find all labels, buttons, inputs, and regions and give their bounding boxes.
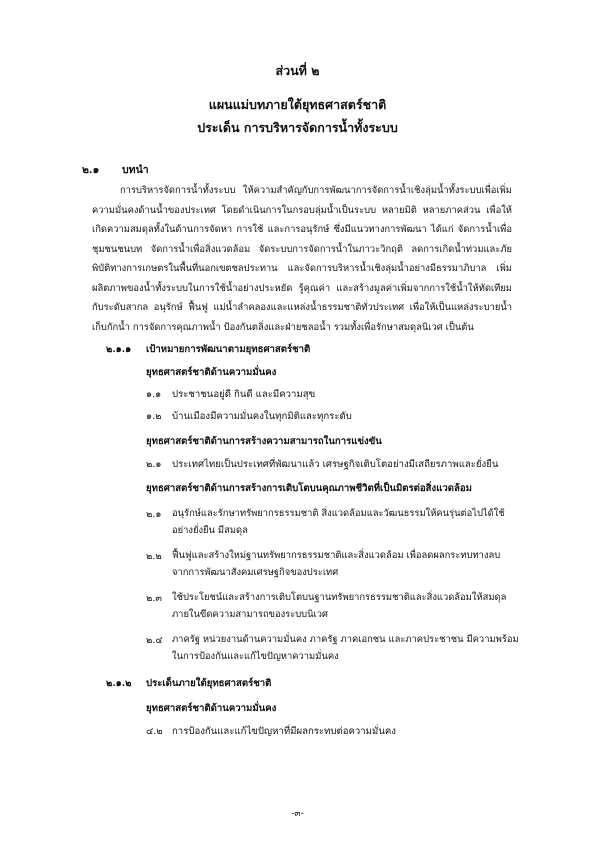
group-heading: ยุทธศาสตร์ชาติด้านความมั่นคง [146,367,277,378]
group-heading: ยุทธศาสตร์ชาติด้านการสร้างความสามารถในการแข่งขัน [146,436,382,447]
group-heading: ยุทธศาสตร์ชาติด้านการสร้างการเติบโตบนคุณภาพชีวิตที่เป็นมิตรต่อสิ่งแวดล้อม [146,483,472,494]
item-number: ๒.๓ [146,593,162,604]
item-text: อนุรักษ์และรักษาทรัพยากรธรรมชาติ สิ่งแวดล้อมและวัฒนธรรมให้คนรุ่นต่อไปได้ใช้ อย่างยั่งยืน มีสมดุล [172,508,505,536]
item-number: ๒.๑ [146,459,162,470]
item-text: ใช้ประโยชน์และสร้างการเติบโตบนฐานทรัพยากรธรรมชาติและสิ่งแวดล้อมให้สมดุล ภายในขีดความสามารถของระบบนิเวศ [172,592,507,620]
subsection-title: เป้าหมายการพัฒนาตามยุทธศาสตร์ชาติ [146,344,311,355]
item-number: ๑.๒ [146,411,162,422]
section-title: บทนำ [122,164,149,176]
subsection-title: ประเด็นภายใต้ยุทธศาสตร์ชาติ [146,678,272,689]
item-text: ประเทศไทยเป็นประเทศที่พัฒนาแล้ว เศรษฐกิจเติบโตอย่างมีเสถียรภาพและยั่งยืน [172,459,499,470]
item-number: ๒.๔ [146,635,163,646]
item-number: ๒.๒ [146,551,162,562]
item-text: บ้านเมืองมีความมั่นคงในทุกมิติและทุกระดับ [172,411,352,422]
part-title: ส่วนที่ ๒ [275,63,320,78]
item-text: ประชาชนอยู่ดี กินดี และมีความสุข [172,389,316,400]
plan-title: แผนแม่บทภายใต้ยุทธศาสตร์ชาติ [208,97,387,112]
subsection-number: ๒.๑.๑ [106,344,132,355]
item-number: ๒.๑ [146,509,162,520]
group-heading: ยุทธศาสตร์ชาติด้านความมั่นคง [146,703,277,714]
item-number: ๑.๑ [146,389,162,400]
item-text: ภาครัฐ หน่วยงานด้านความมั่นคง ภาครัฐ ภาคเอกชน และภาคประชาชน มีความพร้อม ในการป้องกันและแก้ไขปัญหาความมั่นคง [172,634,519,662]
item-number: ๔.๒ [146,726,163,737]
subsection-number: ๒.๑.๒ [106,678,132,689]
page-number: -๓- [291,809,304,819]
issue-title: ประเด็น การบริหารจัดการน้ำทั้งระบบ [197,120,398,135]
item-text: ฟื้นฟูและสร้างใหม่ฐานทรัพยากรธรรมชาติและสิ่งแวดล้อม เพื่อลดผลกระทบทางลบ จากการพัฒนาสังคมเศรษฐกิจของประเทศ [172,550,501,578]
section-number: ๒.๑ [82,164,100,176]
intro-paragraph: การบริหารจัดการน้ำทั้งระบบ ให้ความสำคัญกับการพัฒนาการจัดการน้ำเชิงลุ่มน้ำทั้งระบบเพื่อเพิ่มความมั่นคงด้านน้ำของประเทศ โดยดำเนินการในกรอบลุ่มน้ำเป็นระบบ หลายมิติ หลายภาคส่วน เพื่อให้เกิดความสมดุลทั้งในด้านการจัดหา การใช้ และการอนุรักษ์ ซึ่งมีแนวทางการพัฒนา ได้แก่ จัดการน้ำเพื่อชุมชนชนบท จัดการน้ำเพื่อสิ่งแวดล้อม จัดระบบการจัดการน้ำในภาวะวิกฤติ ลดการเกิดน้ำท่วมและภัยพิบัติทางการเกษตรในพื้นที่นอกเขตชลประทาน และจัดการบริหารน้ำเชิงลุ่มน้ำอย่างมีธรรมาภิบาล เพิ่มผลิตภาพของน้ำทั้งระบบในการใช้น้ำอย่างประหยัด รู้คุณค่า และสร้างมูลค่าเพิ่มจากการใช้น้ำให้ทัดเทียมกับระดับสากล อนุรักษ์ ฟื้นฟู แม่น้ำลำคลองและแหล่งน้ำธรรมชาติทั่วประเทศ เพื่อให้เป็นแหล่งระบายน้ำ เก็บกักน้ำ การจัดการคุณภาพน้ำ ป้องกันตลิ่งและฝ่ายชลอน้ำ รวมทั้งเพื่อรักษาสมดุลนิเวศ เป็นต้น [92,185,512,333]
item-text: การป้องกันและแก้ไขปัญหาที่มีผลกระทบต่อความมั่นคง [172,726,396,737]
